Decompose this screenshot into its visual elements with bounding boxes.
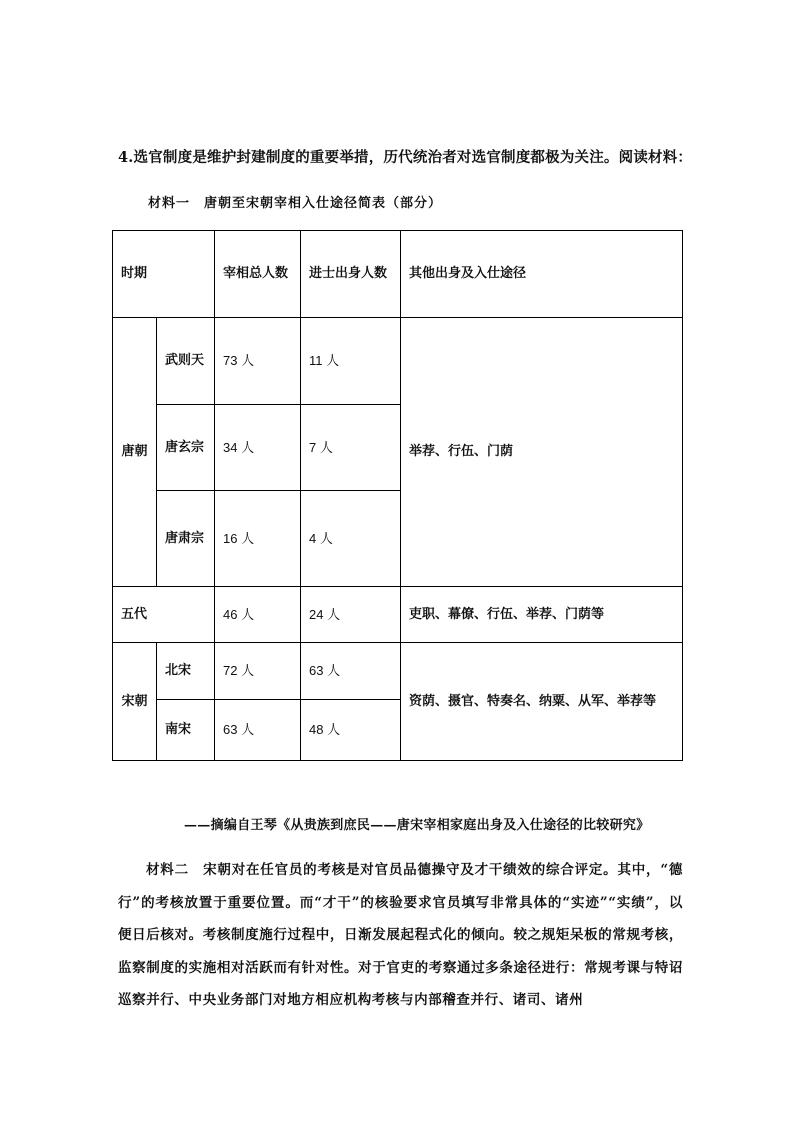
- ruler-name: 北宋: [157, 643, 215, 700]
- table-row: [113, 643, 683, 700]
- header-period: 时期: [113, 231, 215, 318]
- total-count: 63 人: [215, 700, 301, 761]
- material1-title: 材料一 唐朝至宋朝宰相入仕途径简表（部分）: [148, 196, 443, 211]
- header-total: 宰相总人数: [215, 231, 301, 318]
- song-other-paths: 资荫、摄官、特奏名、纳粟、从军、举荐等: [401, 643, 683, 761]
- dynasty-tang: 唐朝: [113, 318, 157, 587]
- ruler-name: 南宋: [157, 700, 215, 761]
- ruler-name: 唐玄宗: [157, 405, 215, 491]
- ruler-name: 唐肃宗: [157, 491, 215, 587]
- table-header-row: [113, 231, 683, 318]
- table-row: [113, 318, 683, 405]
- ruler-name: 武则天: [157, 318, 215, 405]
- jinshi-count: 4 人: [301, 491, 401, 587]
- officials-table: [112, 230, 683, 761]
- jinshi-count: 24 人: [301, 587, 401, 643]
- total-count: 16 人: [215, 491, 301, 587]
- header-other: 其他出身及入仕途径: [401, 231, 683, 318]
- jinshi-count: 63 人: [301, 643, 401, 700]
- total-count: 73 人: [215, 318, 301, 405]
- question-title: 4.选官制度是维护封建制度的重要举措，历代统治者对选官制度都极为关注。阅读材料：: [118, 149, 693, 166]
- total-count: 46 人: [215, 587, 301, 643]
- wudai-other-paths: 吏职、幕僚、行伍、举荐、门荫等: [401, 587, 683, 643]
- jinshi-count: 11 人: [301, 318, 401, 405]
- jinshi-count: 7 人: [301, 405, 401, 491]
- material2-paragraph: 材料二 宋朝对在任官员的考核是对官员品德操守及才干绩效的综合评定。其中，“德行”的考核放置于重要位置。而“才干”的核验要求官员填写非常具体的“实迹”“实绩”，以便日后核对。考核制度施行过程中，日渐发展起程式化的倾向。较之规矩呆板的常规考核，监察制度的实施相对活跃而有针对性。对于官吏的考察通过多条途径进行：常规考课与特诏巡察并行、中央业务部门对地方相应机构考核与内部稽查并行、诸司、诸州: [118, 862, 683, 1008]
- dynasty-wudai: 五代: [113, 587, 215, 643]
- jinshi-count: 48 人: [301, 700, 401, 761]
- total-count: 34 人: [215, 405, 301, 491]
- tang-other-paths: 举荐、行伍、门荫: [401, 318, 683, 587]
- material1-source: ——摘编自王琴《从贵族到庶民——唐宋宰相家庭出身及入仕途径的比较研究》: [184, 818, 650, 833]
- dynasty-song: 宋朝: [113, 643, 157, 761]
- table-row: [113, 587, 683, 643]
- total-count: 72 人: [215, 643, 301, 700]
- header-jinshi: 进士出身人数: [301, 231, 401, 318]
